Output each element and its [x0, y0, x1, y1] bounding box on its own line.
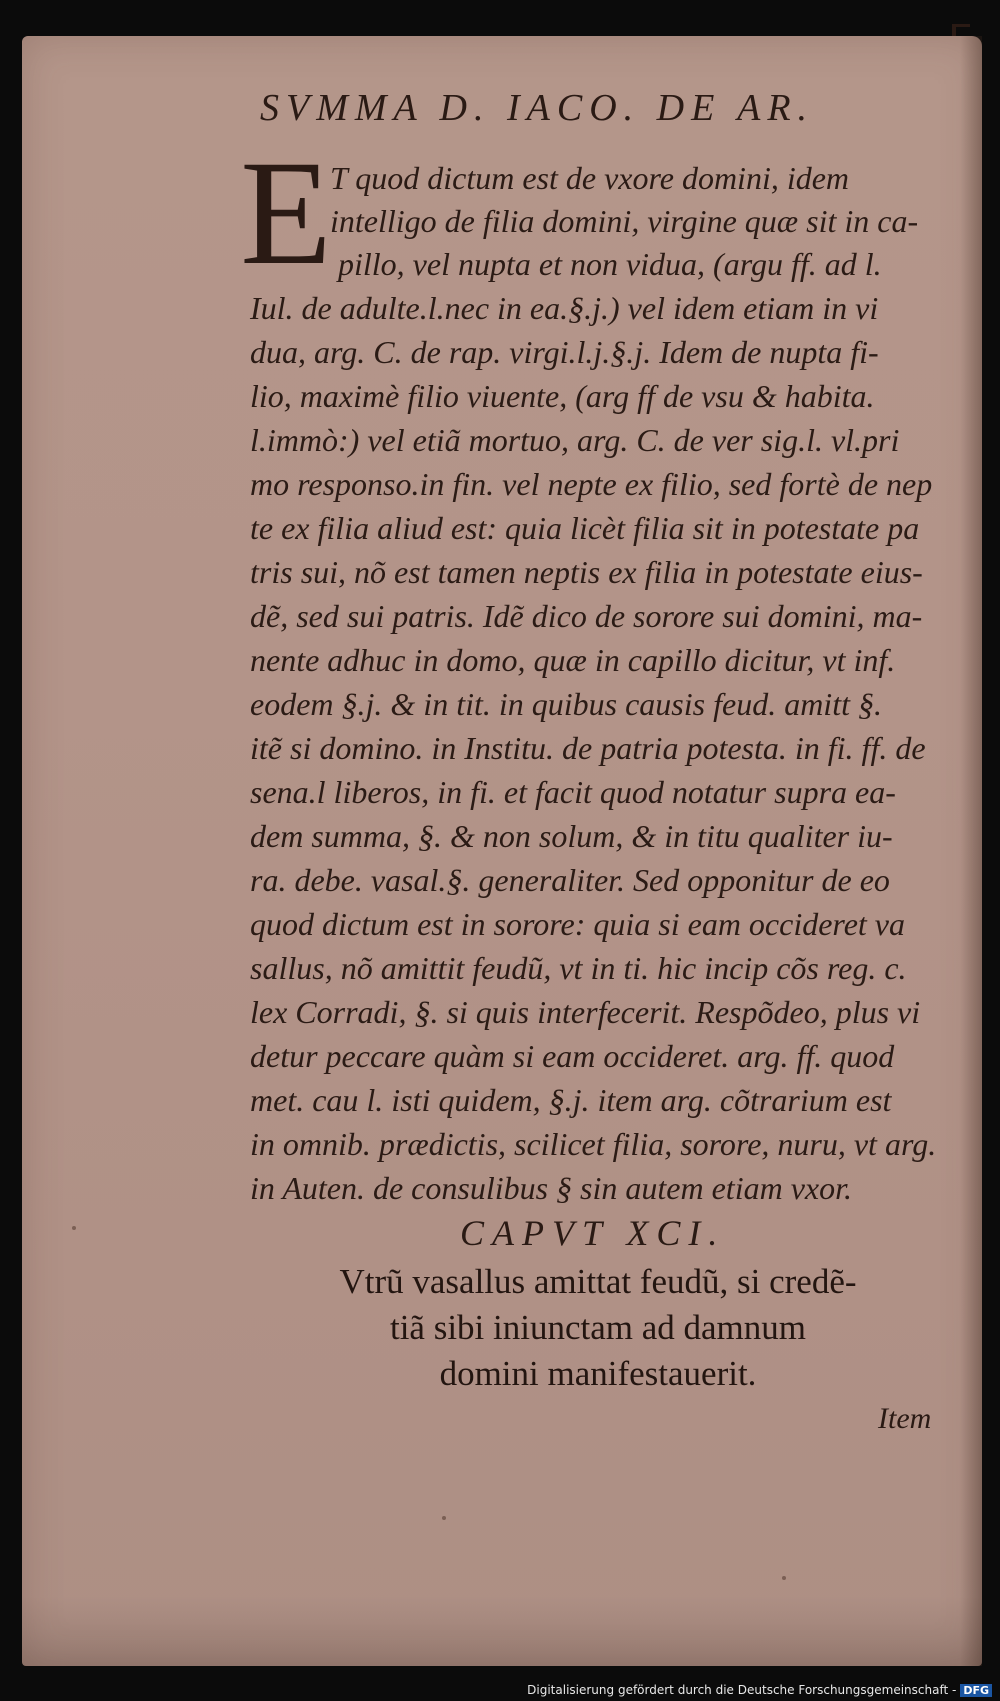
body-line: met. cau l. isti quidem, §.j. item arg. cõtrarium est: [250, 1082, 892, 1118]
body-line: itẽ si domino. in Institu. de patria potesta. in fi. ff. de: [250, 730, 926, 766]
body-line: mo responso.in fin. vel nepte ex filio, sed fortè de nep: [250, 466, 933, 502]
running-head: SVMMA D. IACO. DE AR.: [260, 87, 815, 129]
chapter-heading-line: domini manifestauerit.: [439, 1354, 757, 1393]
footer-text: Digitalisierung gefördert durch die Deutsche Forschungsgemeinschaft -: [527, 1683, 957, 1697]
body-line: quod dictum est in sorore: quia si eam occideret va: [250, 906, 905, 942]
body-line: detur peccare quàm si eam occideret. arg. ff. quod: [250, 1038, 895, 1074]
body-line: T quod dictum est de vxore domini, idem: [330, 160, 850, 196]
paper-speck: [72, 1226, 76, 1230]
body-line: lex Corradi, §. si quis interfecerit. Respõdeo, plus vi: [250, 994, 921, 1030]
body-line: dua, arg. C. de rap. virgi.l.j.§.j. Idem de nupta fi-: [250, 334, 879, 370]
body-line: eodem §.j. & in tit. in quibus causis feud. amitt §.: [250, 686, 882, 722]
body-line: l.immò:) vel etiã mortuo, arg. C. de ver sig.l. vl.pri: [250, 422, 900, 458]
body-line: sallus, nõ amittit feudũ, vt in ti. hic incip cõs reg. c.: [250, 950, 907, 986]
chapter-heading-line: Vtrũ vasallus amittat feudũ, si credẽ-: [339, 1262, 857, 1301]
paper-speck: [442, 1516, 446, 1520]
body-line: dẽ, sed sui patris. Idẽ dico de sorore sui domini, ma-: [250, 598, 923, 634]
paper-speck: [782, 1576, 786, 1580]
chapter-title: CAPVT XCI.: [460, 1213, 726, 1253]
body-line: pillo, vel nupta et non vidua, (argu ff. ad l.: [338, 246, 882, 282]
body-line: in Auten. de consulibus § sin autem etiam vxor.: [250, 1170, 852, 1206]
dfg-logo: DFG: [960, 1684, 992, 1697]
body-line: te ex filia aliud est: quia licèt filia sit in potestate pa: [250, 510, 920, 546]
body-line: intelligo de filia domini, virgine quæ sit in ca-: [330, 203, 919, 239]
body-line: dem summa, §. & non solum, & in titu qualiter iu-: [250, 818, 893, 854]
body-line: Iul. de adulte.l.nec in ea.§.j.) vel idem etiam in vi: [250, 290, 879, 326]
drop-initial: E: [240, 130, 332, 296]
body-line: lio, maximè filio viuente, (arg ff de vsu & habita.: [250, 378, 875, 414]
body-line: tris sui, nõ est tamen neptis ex filia in potestate eius-: [250, 554, 923, 590]
catchword: Item: [878, 1402, 932, 1435]
page-bottom-edge: [22, 1596, 982, 1666]
digitization-footer: [527, 1683, 992, 1697]
body-line: ra. debe. vasal.§. generaliter. Sed opponitur de eo: [250, 862, 890, 898]
chapter-heading-line: tiã sibi iniunctam ad damnum: [389, 1308, 807, 1347]
body-line: sena.l liberos, in fi. et facit quod notatur supra ea-: [250, 774, 896, 810]
body-line: nente adhuc in domo, quæ in capillo dicitur, vt inf.: [250, 642, 896, 678]
page-edge-shadow: [960, 36, 982, 1666]
body-line: in omnib. prædictis, scilicet filia, sorore, nuru, vt arg.: [250, 1126, 937, 1162]
